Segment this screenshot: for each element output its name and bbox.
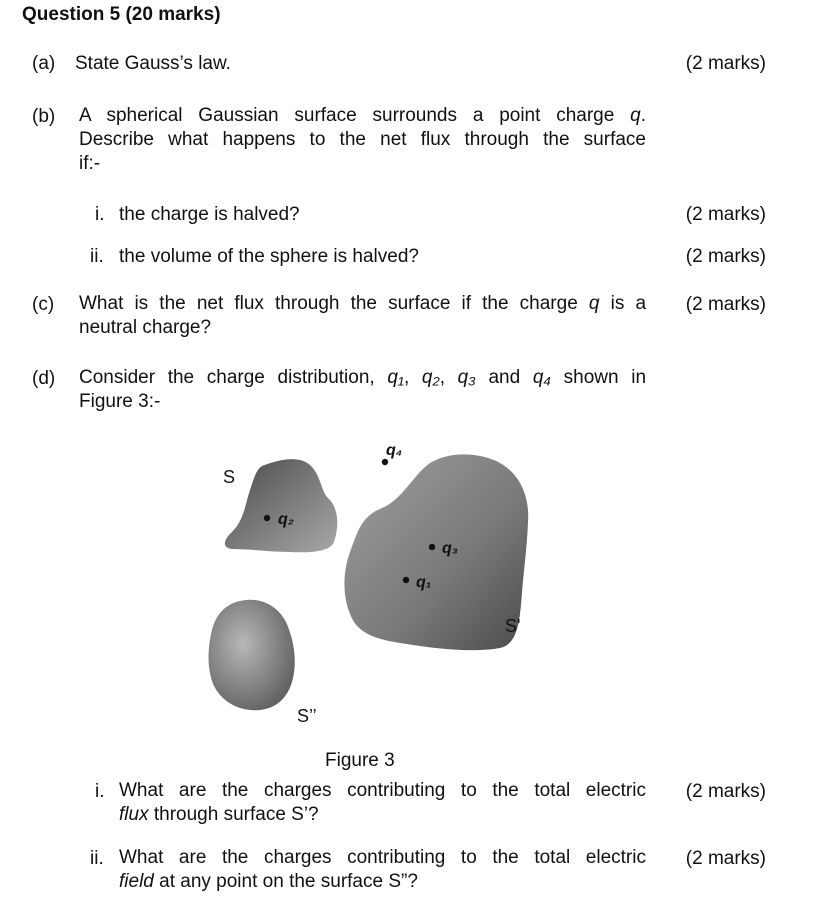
part-b-line-3: if:-	[79, 153, 101, 174]
part-d-line-2: Figure 3:-	[79, 391, 161, 412]
part-d-ii-text	[119, 846, 646, 894]
figure-caption: Figure 3	[325, 750, 395, 771]
part-b-i-label: i.	[95, 204, 105, 225]
part-d-label: (d)	[32, 368, 56, 389]
surface-s-prime-shape	[344, 454, 528, 650]
part-a-text: State Gauss’s law.	[75, 53, 231, 74]
part-c-line-1: What is the net flux through the surface if the charge q is a	[79, 293, 647, 314]
charge-q3-label: q₃	[442, 540, 458, 557]
surface-s-double-label: S’’	[297, 706, 317, 726]
part-d-ii-line-2: field at any point on the surface S”?	[119, 871, 418, 892]
part-b-i-text: the charge is halved?	[119, 204, 300, 225]
question-title: Question 5 (20 marks)	[22, 4, 221, 25]
part-d-ii-label: ii.	[90, 848, 104, 869]
charge-q3-dot	[429, 544, 435, 550]
part-d-i-label: i.	[95, 781, 105, 802]
part-d-i-line-2: flux through surface S’?	[119, 804, 319, 825]
part-b-line-2: Describe what happens to the net flux through the surface	[79, 129, 646, 150]
part-a-marks: (2 marks)	[685, 53, 766, 74]
part-b-ii-marks: (2 marks)	[685, 246, 766, 267]
part-d-line-1: Consider the charge distribution, q₁, q₂, q₃ and q₄ shown in	[79, 367, 647, 388]
charge-q4-dot	[382, 459, 388, 465]
part-b-line-1: A spherical Gaussian surface surrounds a point charge q.	[79, 105, 646, 126]
part-b-ii-text: the volume of the sphere is halved?	[119, 246, 419, 267]
part-c-line-2: neutral charge?	[79, 317, 212, 338]
charge-q2-dot	[264, 515, 270, 521]
surface-s-prime-label: S'	[505, 616, 521, 636]
charge-q1-label: q₁	[416, 574, 432, 591]
surface-s-shape	[225, 459, 337, 552]
part-d-i-marks: (2 marks)	[685, 781, 766, 802]
charge-q2-label: q₂	[278, 511, 294, 528]
charge-q1-dot	[403, 577, 409, 583]
part-d-i-text	[119, 779, 646, 827]
surface-s-label: S	[223, 467, 236, 487]
part-c-label: (c)	[32, 294, 55, 315]
part-b-label: (b)	[32, 106, 56, 127]
part-c-marks: (2 marks)	[685, 294, 766, 315]
part-d-ii-line-1: What are the charges contributing to the total electric	[119, 847, 646, 868]
part-d-i-line-1: What are the charges contributing to the total electric	[119, 780, 646, 801]
part-b-ii-label: ii.	[90, 246, 104, 267]
part-b-i-marks: (2 marks)	[685, 204, 766, 225]
part-d-ii-marks: (2 marks)	[685, 848, 766, 869]
part-a-label: (a)	[32, 53, 56, 74]
charge-q4-label: q₄	[386, 442, 403, 459]
surface-s-double-shape	[209, 600, 295, 711]
